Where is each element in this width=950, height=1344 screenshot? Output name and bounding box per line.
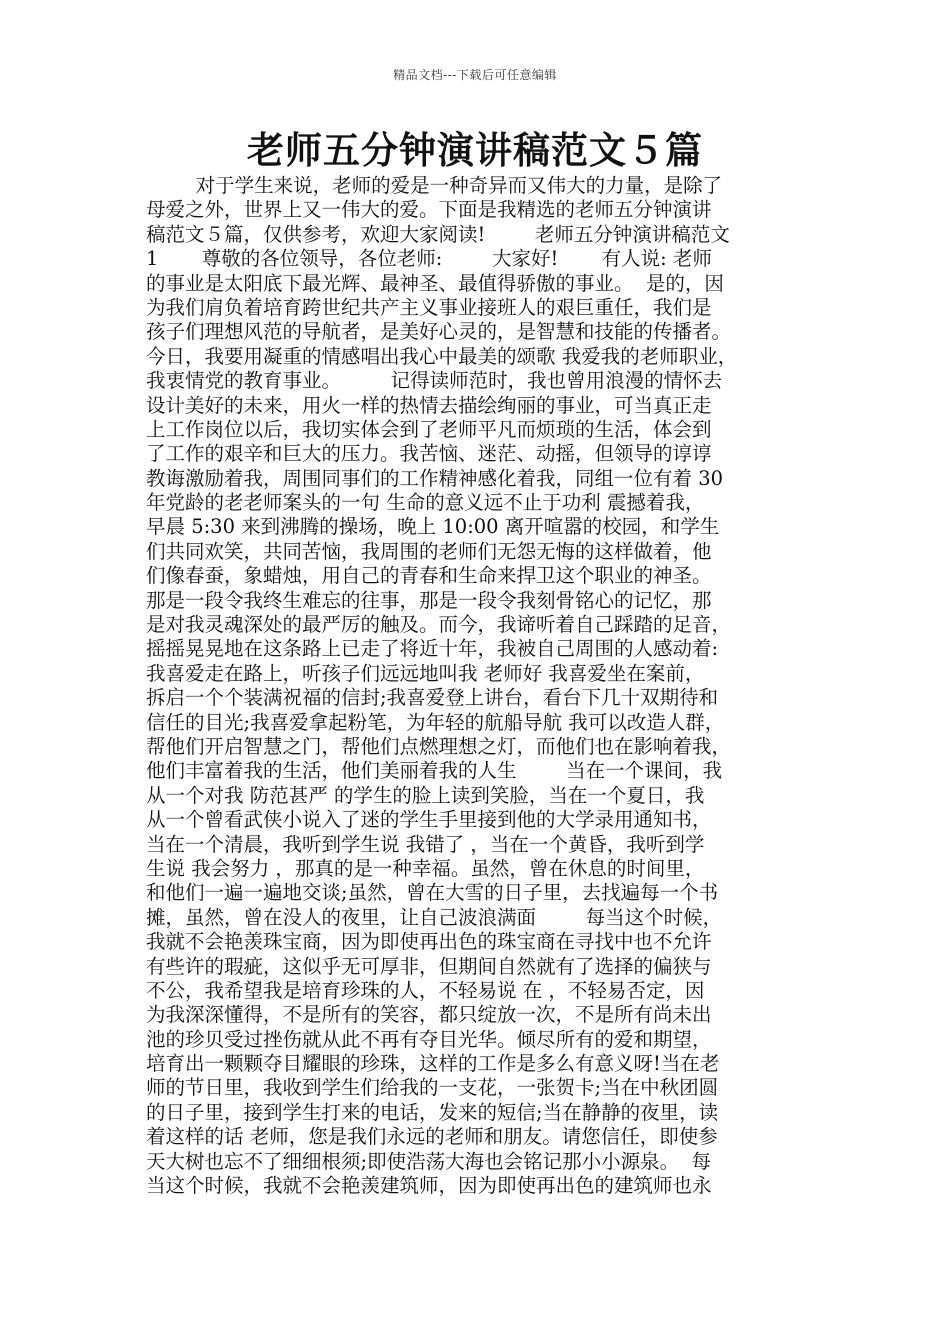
body-text-line: 摇摇晃晃地在这条路上已走了将近十年，我被自己周围的人感动着: [146, 637, 719, 661]
body-text-line: 母爱之外，世界上又一伟大的爱。下面是我精选的老师五分钟演讲 [146, 198, 712, 222]
body-text-line: 们像春蚕，象蜡烛，用自己的青春和生命来捍卫这个职业的神圣。 [146, 564, 712, 588]
body-text-line: 信任的目光;我喜爱拿起粉笔，为年轻的航船导航 我可以改造人群， [146, 710, 725, 734]
body-text-line: 对于学生来说，老师的爱是一种奇异而又伟大的力量，是除了 [146, 174, 723, 197]
body-text-line: 是对我灵魂深处的最严厉的触及。而今，我谛听着自己踩踏的足音， [146, 613, 732, 637]
body-text-line: 为我们肩负着培育跨世纪共产主义事业接班人的艰巨重任，我们是 [146, 295, 712, 319]
body-text-line: 师的节日里，我收到学生们给我的一支花，一张贺卡;当在中秋团圆 [146, 1076, 719, 1100]
document-body [146, 174, 810, 1198]
body-text-line: 1 尊敬的各位领导，各位老师: 大家好! 有人说: 老师 [146, 247, 712, 271]
body-text-line: 今日，我要用凝重的情感唱出我心中最美的颂歌 我爱我的老师职业， [146, 344, 738, 368]
body-text-line: 和他们一遍一遍地交谈;虽然，曾在大雪的日子里，去找遍每一个书 [146, 881, 719, 905]
document-title: 老师五分钟演讲稿范文５篇 [247, 128, 703, 172]
body-text-line: 帮他们开启智慧之门，帮他们点燃理想之灯，而他们也在影响着我， [146, 734, 732, 758]
body-text-line: 设计美好的未来，用火一样的热情去描绘绚丽的事业，可当真正走 [146, 393, 712, 417]
body-text-line: 孩子们理想风范的导航者，是美好心灵的，是智慧和技能的传播者。 [146, 320, 732, 344]
body-text-line: 着这样的话 老师，您是我们永远的老师和朋友。请您信任，即使参 [146, 1125, 718, 1149]
body-text-line: 天大树也忘不了细细根须;即使浩荡大海也会铭记那小小源泉。 每 [146, 1149, 711, 1173]
body-text-line: 为我深深懂得，不是所有的笑容，都只绽放一次，不是所有尚未出 [146, 1003, 712, 1027]
body-text-line: 生说 我会努力 ，那真的是一种幸福。虽然，曾在休息的时间里， [146, 856, 705, 880]
body-text-line: 了工作的艰辛和巨大的压力。我苦恼、迷茫、动摇，但领导的谆谆 [146, 442, 712, 466]
body-text-line: 的日子里，接到学生打来的电话，发来的短信;当在静静的夜里，读 [146, 1100, 719, 1124]
body-text-line: 的事业是太阳底下最光辉、最神圣、最值得骄傲的事业。 是的，因 [146, 271, 724, 295]
body-text-line: 不公，我希望我是培育珍珠的人，不轻易说 在 ，不轻易否定，因 [146, 978, 705, 1002]
body-text-line: 们共同欢笑，共同苦恼，我周围的老师们无怨无悔的这样做着，他 [146, 539, 712, 563]
body-text-line: 稿范文５篇，仅供参考，欢迎大家阅读! 老师五分钟演讲稿范文 [146, 222, 730, 246]
body-text-line: 年党龄的老老师案头的一句 生命的意义远不止于功利 震撼着我， [146, 491, 705, 515]
body-text-line: 当在一个清晨，我听到学生说 我错了 ，当在一个黄昏，我听到学 [146, 832, 705, 856]
body-text-line: 教诲激励着我，周围同事们的工作精神感化着我，同组一位有着 30 [146, 466, 724, 490]
body-text-line: 当这个时候，我就不会艳羡建筑师，因为即使再出色的建筑师也永 [146, 1174, 712, 1198]
body-text-line: 摊，虽然，曾在没人的夜里，让自己波浪满面 每当这个时候， [146, 905, 723, 929]
body-text-line: 那是一段令我终生难忘的往事，那是一段令我刻骨铭心的记忆，那 [146, 588, 712, 612]
body-text-line: 我喜爱走在路上，听孩子们远远地叫我 老师好 我喜爱坐在案前， [146, 661, 705, 685]
body-text-line: 有些许的瑕疵，这似乎无可厚非，但期间自然就有了选择的偏狭与 [146, 954, 712, 978]
body-text-line: 早晨 5:30 来到沸腾的操场，晚上 10:00 离开喧嚣的校园，和学生 [146, 515, 720, 539]
body-text-line: 我就不会艳羡珠宝商，因为即使再出色的珠宝商在寻找中也不允许 [146, 930, 712, 954]
body-text-line: 拆启一个个装满祝福的信封;我喜爱登上讲台，看台下几十双期待和 [146, 686, 719, 710]
body-text-line: 我衷情党的教育事业。 记得读师范时，我也曾用浪漫的情怀去 [146, 369, 723, 393]
body-text-line: 池的珍贝受过挫伤就从此不再有夺目光华。倾尽所有的爱和期望， [146, 1027, 712, 1051]
body-text-line: 培育出一颗颗夺目耀眼的珍珠，这样的工作是多么有意义呀!当在老 [146, 1052, 720, 1076]
header-note: 精品文档---下载后可任意编辑 [393, 68, 557, 82]
body-text-line: 从一个对我 防范甚严 的学生的脸上读到笑脸，当在一个夏日，我 [146, 783, 705, 807]
body-text-line: 上工作岗位以后，我切实体会到了老师平凡而烦琐的生活，体会到 [146, 417, 712, 441]
body-text-line: 从一个曾看武侠小说入了迷的学生手里接到他的大学录用通知书， [146, 808, 712, 832]
body-text-line: 他们丰富着我的生活，他们美丽着我的人生 当在一个课间，我 [146, 759, 723, 783]
